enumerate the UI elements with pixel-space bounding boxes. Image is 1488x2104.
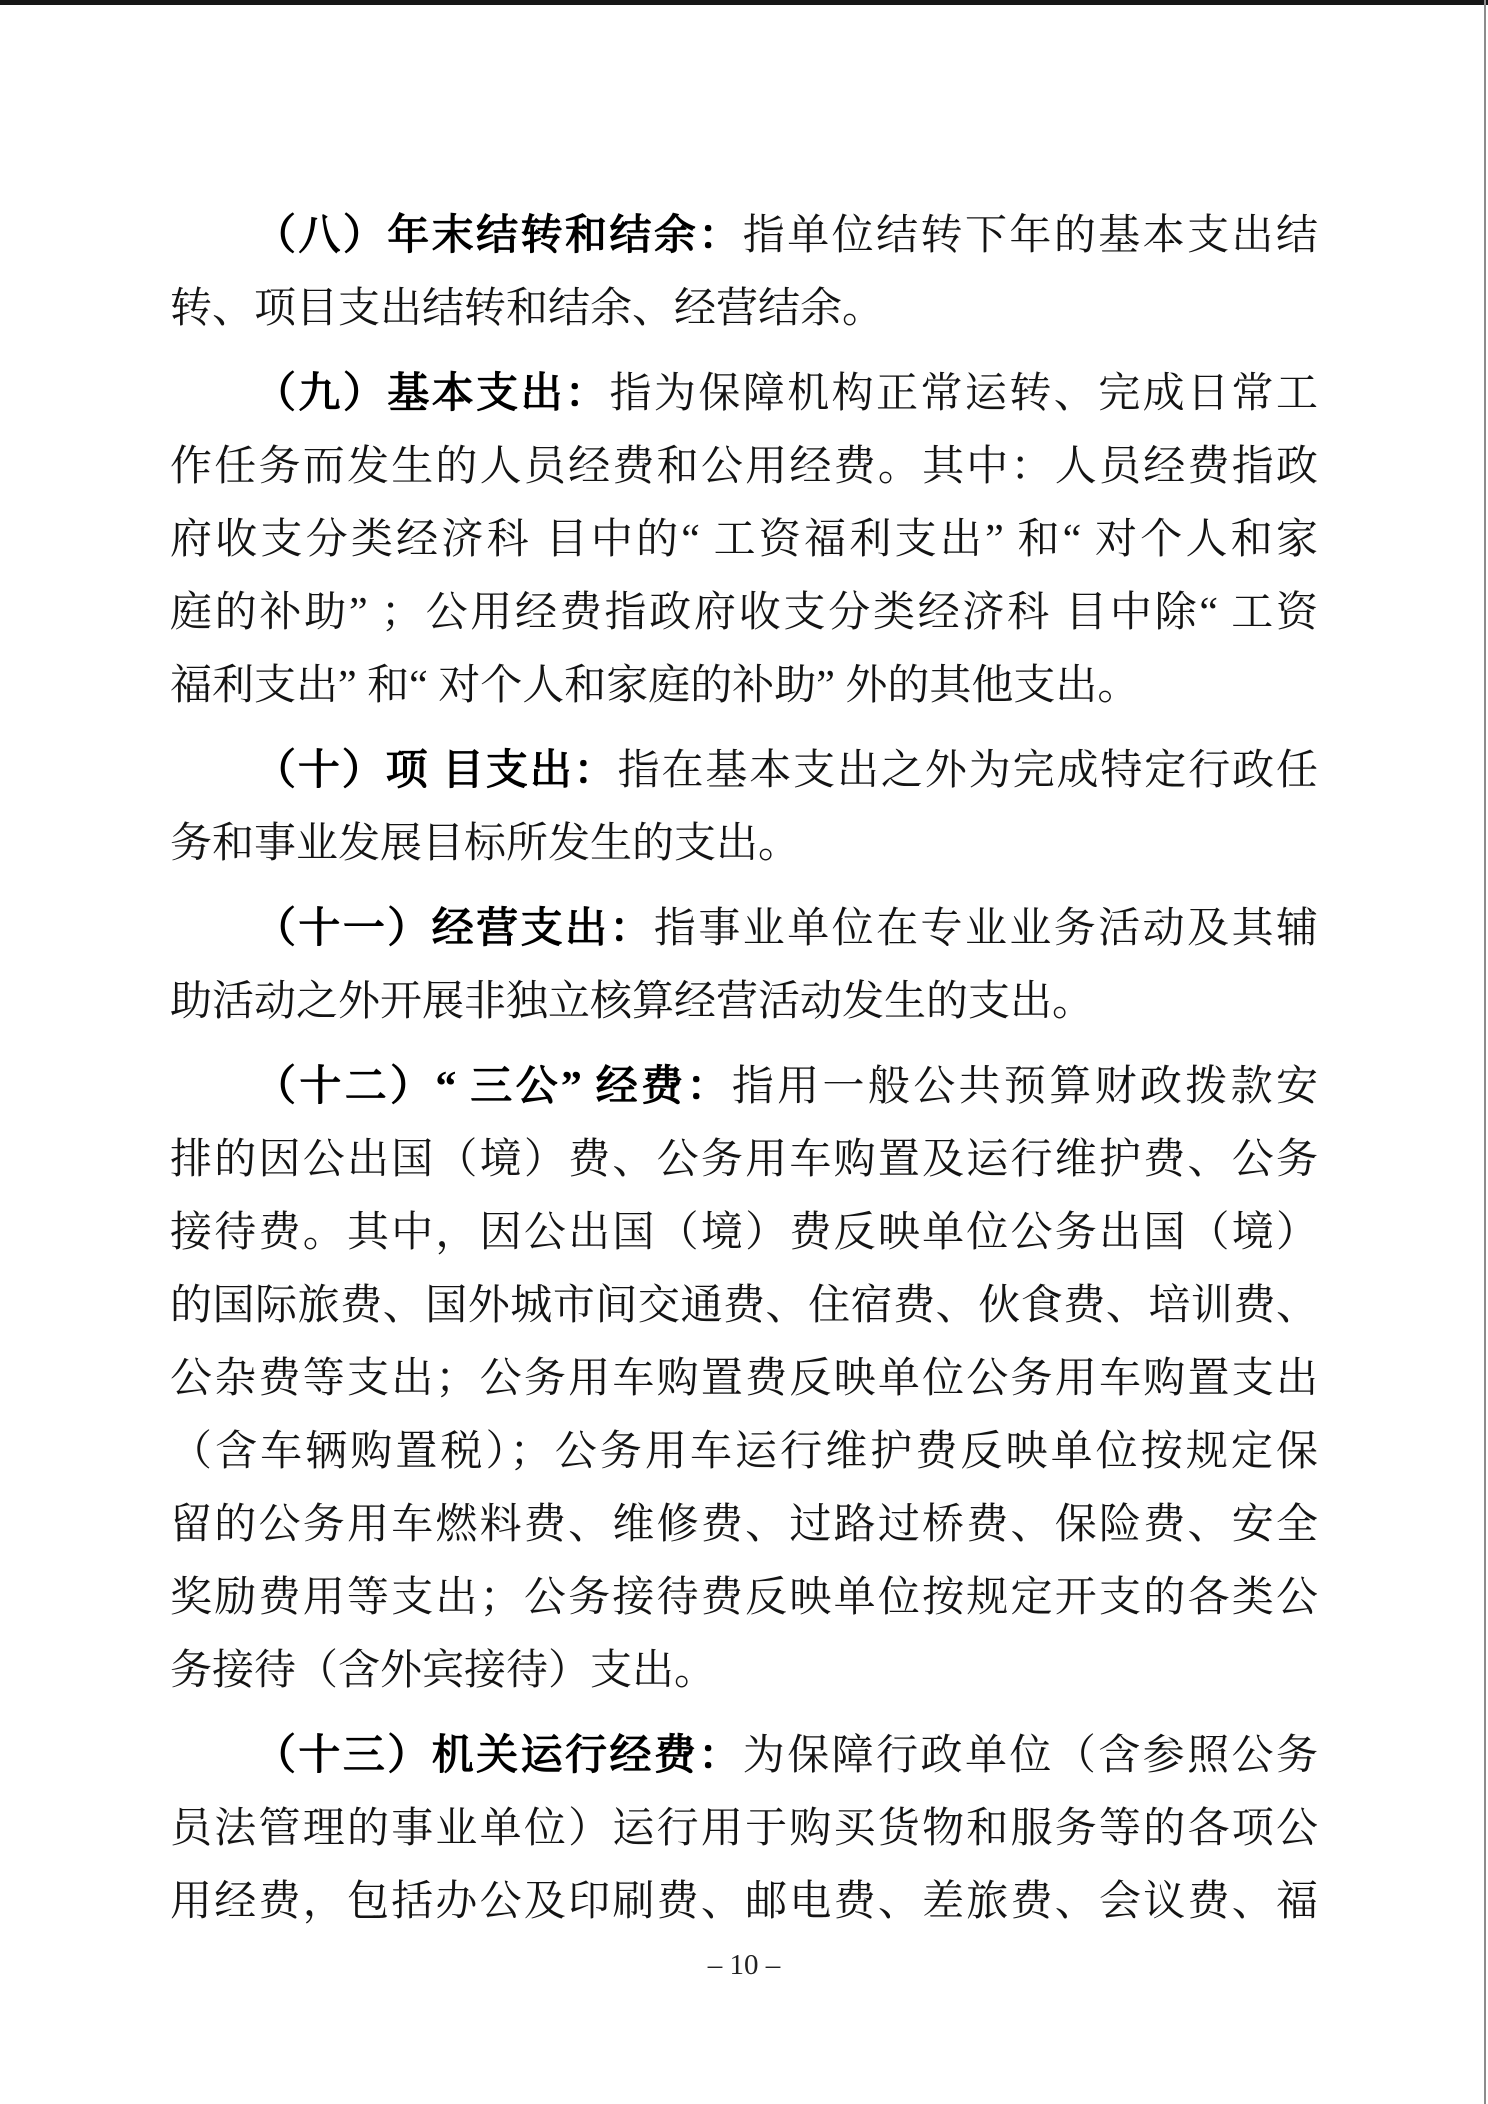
scan-artifact-right-edge	[1484, 0, 1486, 2104]
term-label: （十）项 目支出：	[254, 748, 618, 794]
term-label: （九）基本支出：	[254, 371, 610, 417]
text-line: 府收支分类经济科 目中的“ 工资福利支出” 和“ 对个人和家	[170, 517, 1318, 563]
text-line: 的国际旅费、国外城市间交通费、住宿费、伙食费、培训费、	[170, 1283, 1318, 1329]
text-line	[170, 735, 1318, 808]
term-definition-start: 为保障行政单位（含参照公务	[742, 1733, 1318, 1779]
paragraph-9-basic-expenditure	[170, 358, 1318, 723]
term-definition-start: 指在基本支出之外为完成特定行政任	[617, 748, 1318, 794]
page-footer	[0, 1944, 1488, 1986]
text-line: （含车辆购置税）；公务用车运行维护费反映单位按规定保	[170, 1429, 1318, 1475]
text-line	[170, 893, 1318, 966]
document-body	[170, 200, 1318, 1951]
text-line: 庭的补助” ；公用经费指政府收支分类经济科 目中除“ 工资	[170, 590, 1318, 636]
term-definition-start: 指单位结转下年的基本支出结	[742, 213, 1318, 259]
term-label: （十三）机关运行经费：	[254, 1733, 743, 1779]
scan-artifact-top-edge	[0, 0, 1488, 5]
text-line: 务和事业发展目标所发生的支出。	[170, 821, 801, 867]
paragraph-11-operating-expenditure	[170, 893, 1318, 1039]
text-line	[170, 1720, 1318, 1793]
text-line	[170, 1051, 1318, 1124]
paragraph-8-year-end-carryover	[170, 200, 1318, 346]
text-line: 接待费。其中，因公出国（境）费反映单位公务出国（境）	[170, 1210, 1318, 1256]
paragraph-12-three-public-funds	[170, 1051, 1318, 1708]
term-label: （八）年末结转和结余：	[254, 213, 743, 259]
paragraph-13-agency-operating-funds	[170, 1720, 1318, 1939]
text-line: 福利支出” 和“ 对个人和家庭的补助” 外的其他支出。	[170, 663, 1140, 709]
text-line: 公杂费等支出；公务用车购置费反映单位公务用车购置支出	[170, 1356, 1318, 1402]
text-line: 留的公务用车燃料费、维修费、过路过桥费、保险费、安全	[170, 1502, 1318, 1548]
text-line: 作任务而发生的人员经费和公用经费。其中：人员经费指政	[170, 444, 1318, 490]
term-label: （十一）经营支出：	[254, 906, 654, 952]
term-definition-start: 指为保障机构正常运转、完成日常工	[609, 371, 1318, 417]
text-line: 转、项目支出结转和结余、经营结余。	[170, 286, 885, 332]
term-label: （十二）“ 三公” 经费：	[254, 1064, 732, 1110]
text-line	[170, 358, 1318, 431]
text-line: 员法管理的事业单位）运行用于购买货物和服务等的各项公	[170, 1806, 1318, 1852]
term-definition-start: 指事业单位在专业业务活动及其辅	[653, 906, 1318, 952]
text-line	[170, 200, 1318, 273]
text-line: 排的因公出国（境）费、公务用车购置及运行维护费、公务	[170, 1137, 1318, 1183]
text-line: 助活动之外开展非独立核算经营活动发生的支出。	[170, 979, 1095, 1025]
text-line: 用经费，包括办公及印刷费、邮电费、差旅费、会议费、福	[170, 1879, 1318, 1925]
text-line: 务接待（含外宾接待）支出。	[170, 1648, 717, 1694]
text-line: 奖励费用等支出；公务接待费反映单位按规定开支的各类公	[170, 1575, 1318, 1621]
term-definition-start: 指用一般公共预算财政拨款安	[731, 1064, 1318, 1110]
paragraph-10-project-expenditure	[170, 735, 1318, 881]
page-number: – 10 –	[707, 1949, 781, 1981]
